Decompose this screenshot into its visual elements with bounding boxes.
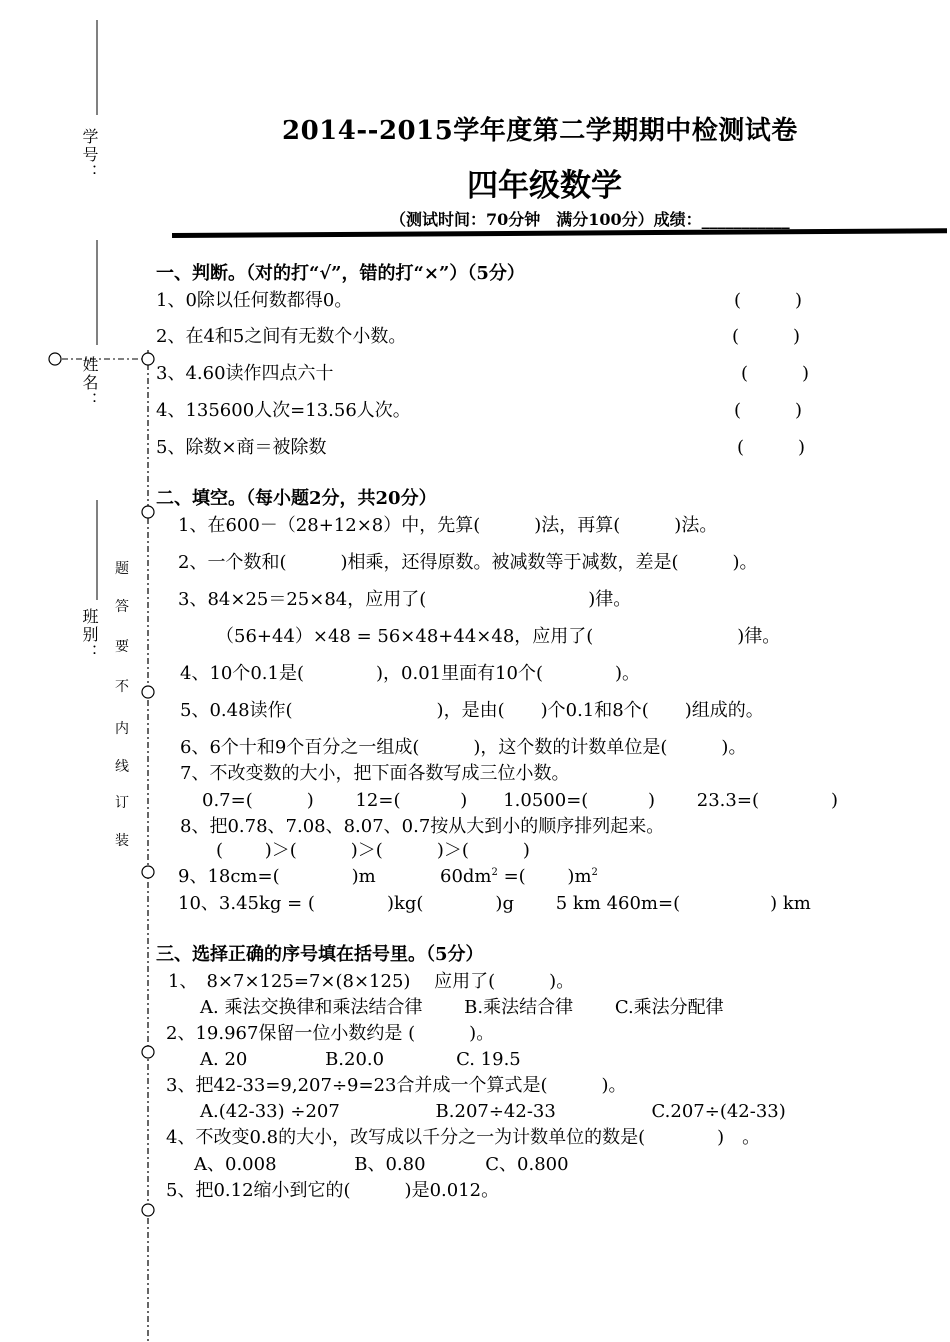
answer-bracket[interactable]: ( ) <box>734 290 803 311</box>
section2-line: （56+44）×48 = 56×48+44×48，应用了( )律。 <box>216 626 781 647</box>
section2-line: 9、18cm=( )m <box>178 866 376 887</box>
binding-hole <box>142 1204 154 1216</box>
binding-note-char: 答 <box>115 599 129 615</box>
section2-line: 3、84×25＝25×84，应用了( )律。 <box>178 589 632 610</box>
section1-item-text: 5、除数×商＝被除数 <box>156 437 327 458</box>
section1-item-text: 1、0除以任何数都得0。 <box>156 290 353 311</box>
section2-line: 1、在600－（28+12×8）中，先算( )法，再算( )法。 <box>178 515 718 536</box>
section3-line: 1、 8×7×125=7×(8×125) 应用了( )。 <box>168 971 575 992</box>
binding-note-char: 线 <box>115 759 129 775</box>
answer-bracket[interactable]: ( ) <box>734 400 803 421</box>
section3-line: 3、把42-33=9,207÷9=23合并成一个算式是( )。 <box>166 1075 627 1096</box>
section3-line: A. 20 B.20.0 C. 19.5 <box>200 1049 521 1070</box>
binding-hole <box>142 866 154 878</box>
binding-note-char: 内 <box>115 721 129 737</box>
binding-hole <box>142 686 154 698</box>
binding-hole <box>142 506 154 518</box>
binding-note-char: 不 <box>115 679 129 695</box>
section1-item-text: 3、4.60读作四点六十 <box>156 363 334 384</box>
section2-line: ( )＞( )＞( )＞( ) <box>216 840 530 861</box>
section3-heading: 三、选择正确的序号填在括号里。（5分） <box>156 944 484 965</box>
section3-line: A、0.008 B、0.80 C、0.800 <box>194 1154 569 1175</box>
section1-item-text: 2、在4和5之间有无数个小数。 <box>156 326 407 347</box>
exam-title: 2014--2015学年度第二学期期中检测试卷 <box>282 116 798 146</box>
class-label: 班别： <box>80 608 99 662</box>
section2-line: $60dm^2$ =( )$m^2$ <box>440 866 598 887</box>
answer-bracket[interactable]: ( ) <box>737 437 806 458</box>
section2-line: 0.7=( ) 12=( ) 1.0500=( ) 23.3=( ) <box>202 790 838 811</box>
section2-line: 6、6个十和9个百分之一组成( )，这个数的计数单位是( )。 <box>180 737 747 758</box>
section3-line: A.(42-33) ÷207 B.207÷42-33 C.207÷(42-33) <box>200 1101 786 1122</box>
section2-line: 10、3.45kg = ( )kg( )g 5 km 460m=( ) km <box>178 893 811 914</box>
section1-heading: 一、判断。（对的打“√”，错的打“×”）（5分） <box>156 263 525 284</box>
section2-line: 7、不改变数的大小，把下面各数写成三位小数。 <box>180 763 570 784</box>
exam-subject: 四年级数学 <box>467 168 622 204</box>
binding-hole <box>142 1046 154 1058</box>
section2-line: 8、把0.78、7.08、8.07、0.7按从大到小的顺序排列起来。 <box>180 816 665 837</box>
section3-line: 5、把0.12缩小到它的( )是0.012。 <box>166 1180 500 1201</box>
student-id-label: 学号： <box>80 128 99 182</box>
binding-margin-graphics <box>0 0 175 1342</box>
section3-line: 4、不改变0.8的大小，改写成以千分之一为计数单位的数是( ) 。 <box>166 1127 761 1148</box>
binding-note-char: 装 <box>115 833 129 849</box>
section3-line: 2、19.967保留一位小数约是 ( )。 <box>166 1023 495 1044</box>
binding-note-char: 题 <box>115 561 129 577</box>
section3-line: A. 乘法交换律和乘法结合律 B.乘法结合律 C.乘法分配律 <box>200 997 724 1018</box>
section2-line: 4、10个0.1是( )，0.01里面有10个( )。 <box>180 663 641 684</box>
exam-info: （测试时间：70分钟 满分100分）成绩：___________ <box>390 210 790 229</box>
binding-note-char: 要 <box>115 639 129 655</box>
section2-heading: 二、填空。（每小题2分，共20分） <box>156 488 437 509</box>
header-rule <box>172 228 947 238</box>
section2-line: 2、一个数和( )相乘，还得原数。被减数等于减数，差是( )。 <box>178 552 758 573</box>
section2-line: 5、0.48读作( )，是由( )个0.1和8个( )组成的。 <box>180 700 764 721</box>
binding-hole <box>49 353 61 365</box>
binding-hole <box>142 353 154 365</box>
section1-item-text: 4、135600人次=13.56人次。 <box>156 400 411 421</box>
binding-note-char: 订 <box>115 795 129 811</box>
answer-bracket[interactable]: ( ) <box>741 363 810 384</box>
name-label: 姓名： <box>80 356 99 410</box>
answer-bracket[interactable]: ( ) <box>732 326 801 347</box>
